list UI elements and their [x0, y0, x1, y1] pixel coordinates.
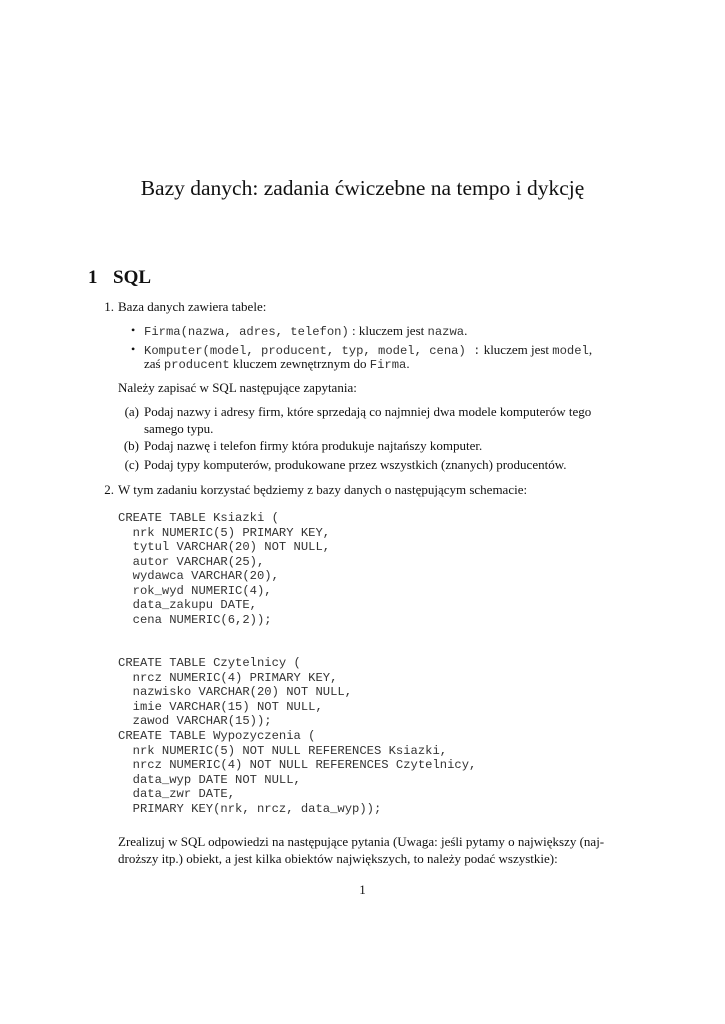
item-number: 2. — [104, 482, 114, 497]
query-text: Podaj typy komputerów, produkowane przez wszystkich (znanych) producentów. — [144, 457, 567, 472]
table-ref-code: Firma — [369, 358, 407, 372]
item-intro: Baza danych zawiera tabele: — [118, 299, 267, 314]
section-heading — [88, 266, 151, 290]
bullet-item — [144, 322, 467, 341]
query-label: (a) — [124, 404, 139, 419]
page-number: 1 — [359, 882, 366, 897]
closing-paragraph-line: droższy itp.) obiekt, a jest kilka obiektów największych, to należy podać wszystkie): — [118, 851, 558, 866]
query-text: Podaj nazwę i telefon firmy która produkuje najtańszy komputer. — [144, 438, 483, 453]
code-block-wypozyczenia: CREATE TABLE Wypozyczenia ( nrk NUMERIC(5) NOT NULL REFERENCES Ksiazki, nrcz NUMERIC(4) NOT NULL REFERENCES Czytelnicy, data_wyp DATE NOT NULL, data_zwr DATE, PRIMARY KEY(nrk, nrcz, data_wyp)); — [118, 729, 477, 816]
bullet-text: : kluczem jest — [348, 323, 428, 338]
code-block-czytelnicy: CREATE TABLE Czytelnicy ( nrcz NUMERIC(4) PRIMARY KEY, nazwisko VARCHAR(20) NOT NULL, imie VARCHAR(15) NOT NULL, zawod VARCHAR(15)); — [118, 656, 353, 728]
query-text: Podaj nazwy i adresy firm, które sprzedają co najmniej dwa modele komputerów tego samego typu. — [144, 404, 592, 436]
closing-paragraph-line: Zrealizuj w SQL odpowiedzi na następujące pytania (Uwaga: jeśli pytamy o największy (naj- — [118, 834, 605, 849]
bullet-icon: • — [131, 323, 136, 337]
bullet-end: . — [406, 356, 410, 371]
query-label: (c) — [124, 457, 139, 472]
foreign-key-code: producent — [163, 358, 230, 372]
query-label: (b) — [123, 438, 139, 453]
bullet-end: , — [588, 342, 593, 357]
bullet-continuation — [144, 355, 410, 374]
key-code: model — [552, 344, 589, 358]
item-number: 1. — [104, 299, 114, 314]
bullet-end: . — [464, 323, 468, 338]
bullet-icon: • — [131, 342, 136, 356]
code-block-ksiazki: CREATE TABLE Ksiazki ( nrk NUMERIC(5) PRIMARY KEY, tytul VARCHAR(20) NOT NULL, autor VARCHAR(25), wydawca VARCHAR(20), rok_wyd NUMERIC(4), data_zakupu DATE, cena NUMERIC(6,2)); — [118, 511, 331, 627]
schema-code: Komputer(model, producent, typ, model, cena) : — [144, 344, 481, 358]
item-intro: W tym zadaniu korzystać będziemy z bazy danych o następującym schemacie: — [118, 482, 528, 497]
bullet-text: kluczem jest — [480, 342, 553, 357]
item-note: Należy zapisać w SQL następujące zapytania: — [118, 380, 357, 395]
schema-code: Firma(nazwa, adres, telefon) — [144, 325, 349, 339]
section-number: 1 — [88, 267, 98, 288]
bullet-text: zaś — [144, 356, 164, 371]
bullet-text: kluczem zewnętrznym do — [229, 356, 370, 371]
document-title: Bazy danych: zadania ćwiczebne na tempo i dykcję — [140, 176, 585, 200]
key-code: nazwa — [427, 325, 465, 339]
section-title: SQL — [113, 267, 152, 288]
